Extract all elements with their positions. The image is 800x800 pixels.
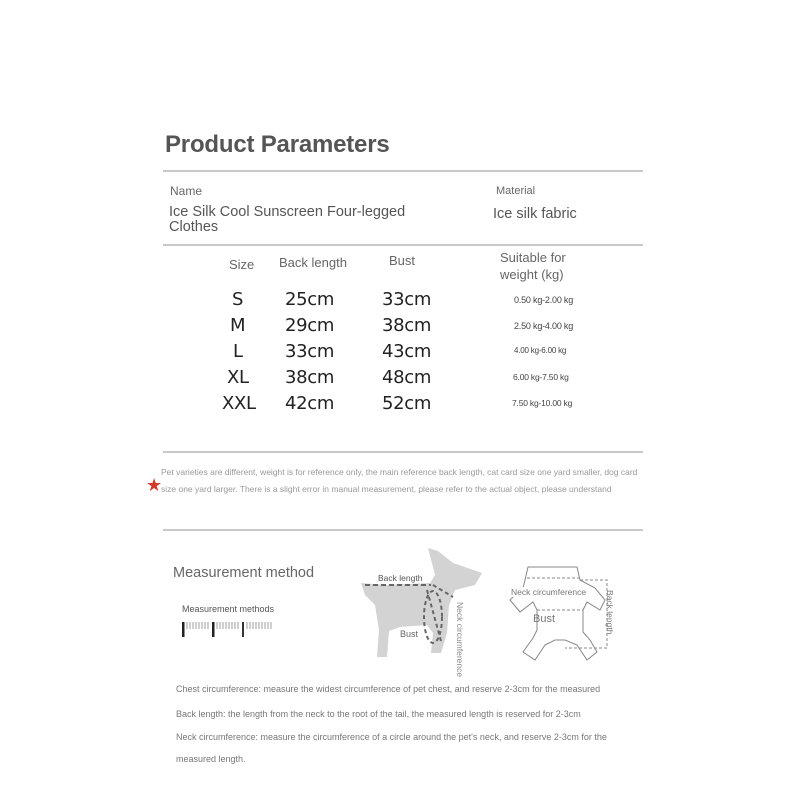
divider — [163, 170, 643, 172]
cell-size: S — [232, 289, 244, 310]
cell-size: M — [230, 315, 246, 336]
table-row — [0, 367, 800, 393]
cell-back-length: 42cm — [285, 393, 335, 414]
page-title: Product Parameters — [165, 131, 390, 158]
cell-weight: 7.50 kg-10.00 kg — [512, 398, 573, 408]
cell-size: XL — [227, 367, 249, 388]
divider — [163, 451, 643, 453]
col-header-weight-line2: weight (kg) — [500, 267, 564, 282]
col-header-size: Size — [229, 257, 255, 272]
divider — [163, 244, 643, 246]
asterisk-icon: ★ — [146, 475, 163, 495]
back-length-description: Back length: the length from the neck to the root of the tail, the measured length is reserved for 2-3cm — [176, 709, 581, 719]
cell-size: L — [233, 341, 243, 362]
dog-measurement-diagram — [355, 545, 490, 680]
disclaimer-note: Pet varieties are different, weight is for reference only, the main reference back length, cat card size one yard smaller, dog card size one yard larger. There is a slight error in manual measurement, please refer to the actual object, please understand — [161, 467, 638, 494]
name-value-line1: Ice Silk Cool Sunscreen Four-legged — [169, 204, 406, 220]
garment-measurement-diagram — [495, 560, 625, 670]
table-row — [0, 393, 800, 419]
material-label: Material — [496, 185, 536, 197]
measurement-subtitle: Measurement methods — [182, 604, 275, 614]
cell-back-length: 38cm — [285, 367, 335, 388]
material-value: Ice silk fabric — [493, 206, 577, 222]
dog-bust-label: Bust — [400, 629, 419, 639]
col-header-back-length: Back length — [279, 255, 347, 270]
garment-back-length-label: Back length — [605, 590, 615, 635]
cell-bust: 33cm — [382, 289, 432, 310]
ruler-icon — [182, 620, 277, 645]
neck-description: Neck circumference: measure the circumference of a circle around the pet's neck, and reserve 2-3cm for the measured length. — [176, 732, 607, 764]
garment-neck-label: Neck circumference — [511, 587, 587, 597]
cell-back-length: 33cm — [285, 341, 335, 362]
cell-weight: 4.00 kg-6.00 kg — [514, 346, 567, 355]
chest-description: Chest circumference: measure the widest circumference of pet chest, and reserve 2-3cm for the measured — [176, 684, 601, 694]
dog-neck-label: Neck circumference — [455, 602, 465, 678]
cell-bust: 43cm — [382, 341, 432, 362]
table-row — [0, 341, 800, 367]
cell-size: XXL — [222, 393, 256, 414]
table-row — [0, 315, 800, 341]
cell-bust: 38cm — [382, 315, 432, 336]
cell-bust: 52cm — [382, 393, 432, 414]
cell-back-length: 29cm — [285, 315, 335, 336]
cell-weight: 0.50 kg-2.00 kg — [514, 295, 574, 305]
garment-bust-label: Bust — [533, 613, 556, 625]
table-row — [0, 289, 800, 315]
name-value-line2: Clothes — [169, 219, 219, 235]
cell-weight: 6.00 kg-7.50 kg — [513, 372, 569, 382]
col-header-bust: Bust — [389, 253, 416, 268]
name-label: Name — [170, 184, 203, 198]
cell-back-length: 25cm — [285, 289, 335, 310]
measurement-title: Measurement method — [173, 565, 315, 581]
dog-back-length-label: Back length — [378, 573, 423, 583]
col-header-weight-line1: Suitable for — [500, 250, 566, 265]
cell-bust: 48cm — [382, 367, 432, 388]
cell-weight: 2.50 kg-4.00 kg — [514, 321, 574, 331]
dog-silhouette-icon — [355, 545, 490, 680]
divider — [163, 529, 643, 531]
